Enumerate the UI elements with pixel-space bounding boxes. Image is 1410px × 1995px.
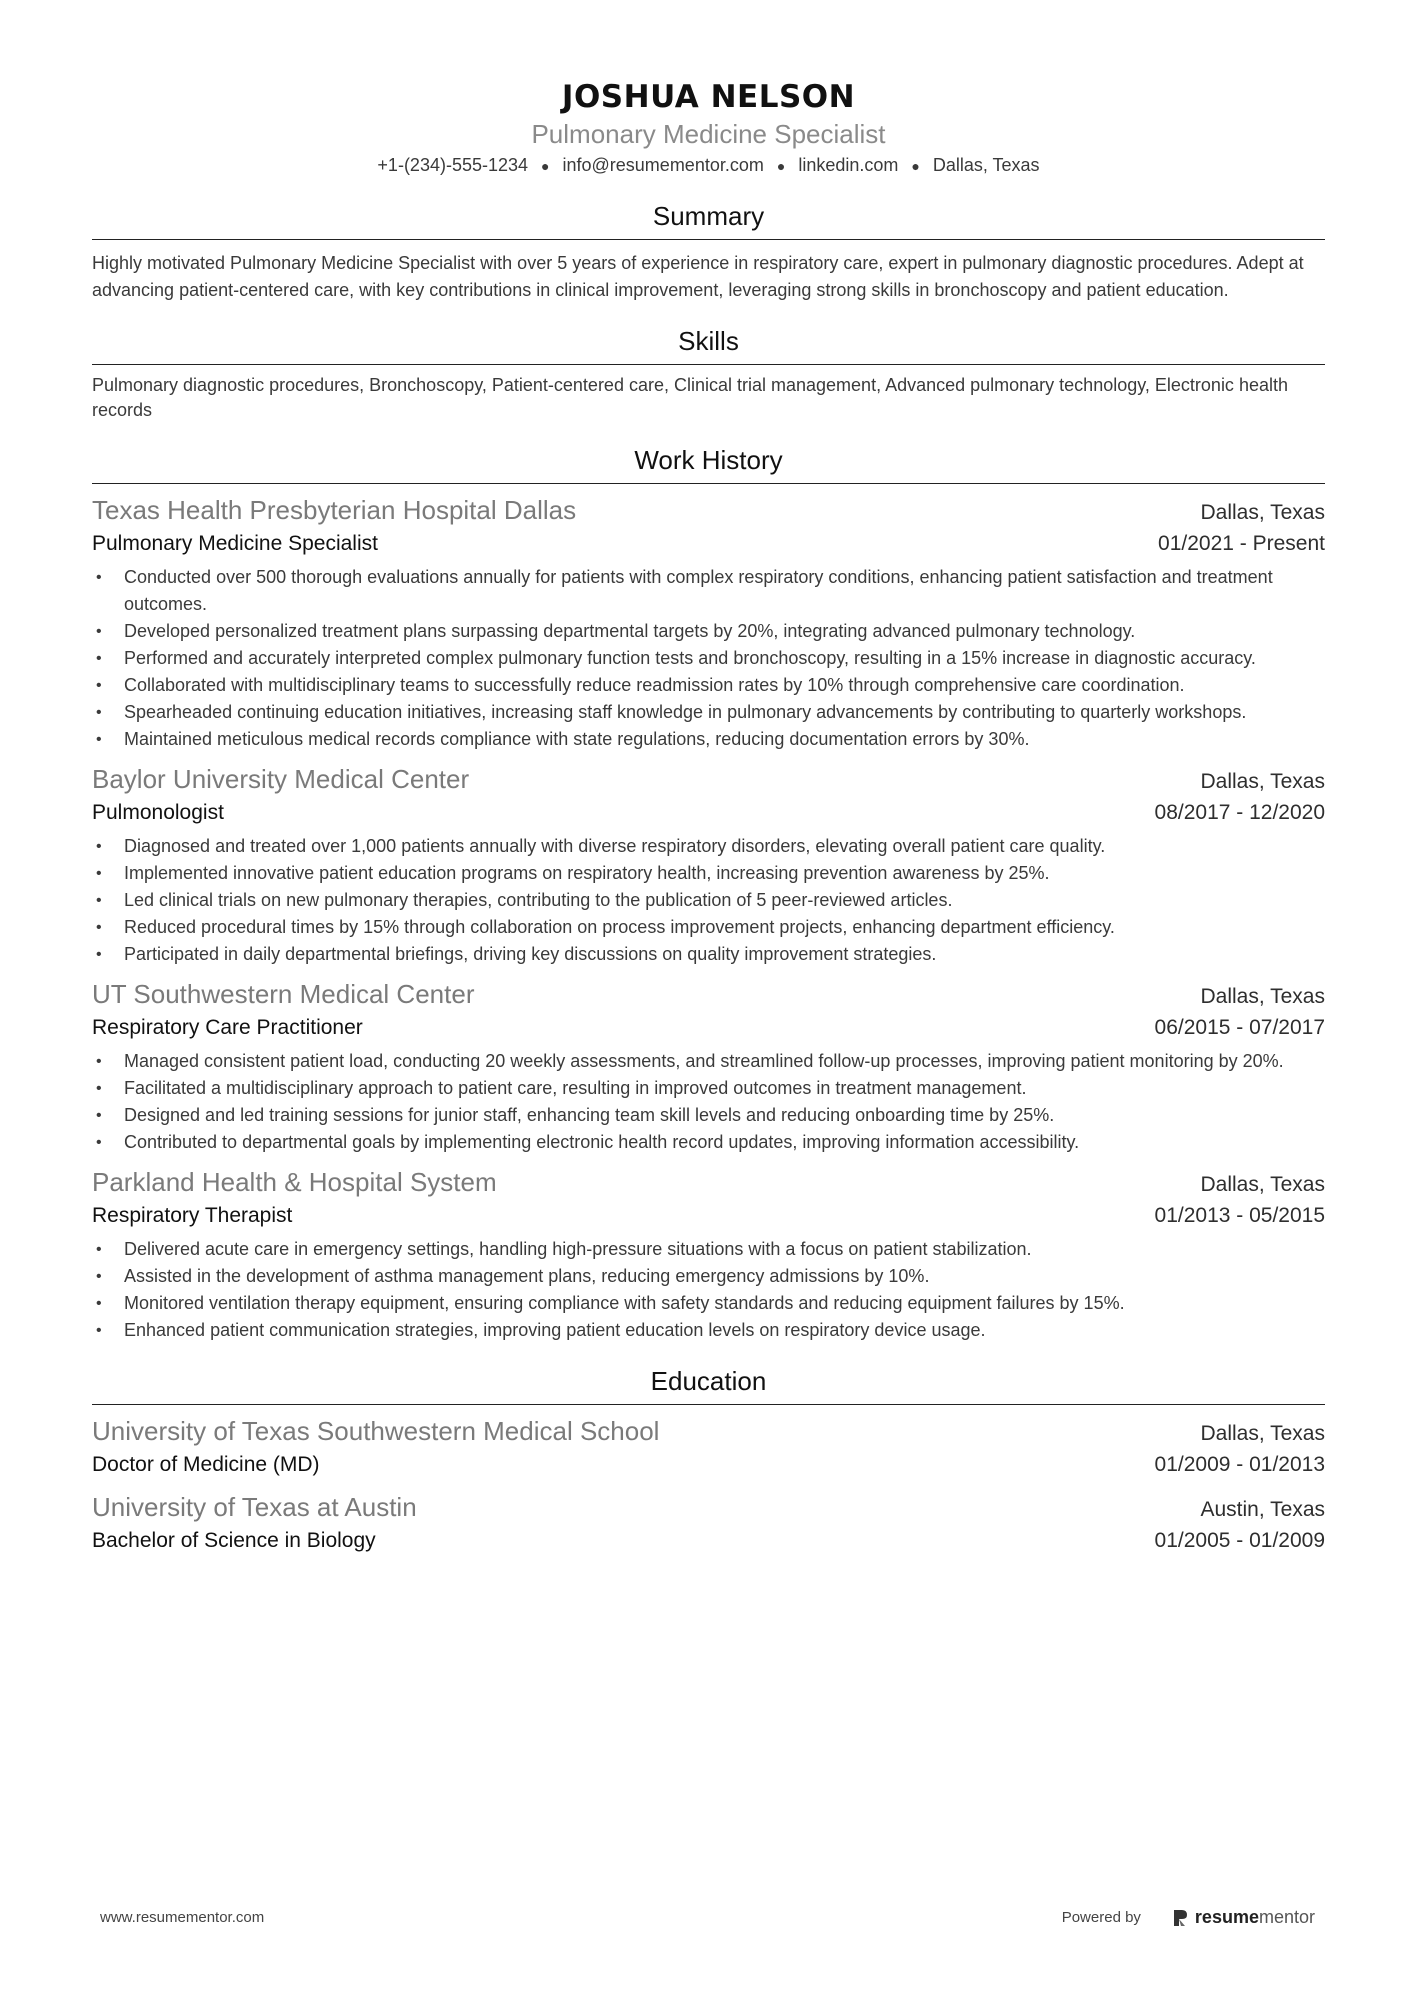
- job-entry: [92, 976, 1325, 1156]
- job-bullet: • Collaborated with multidisciplinary teams to successfully reduce readmission rates by 10% through comprehensive care coordination.: [92, 672, 1325, 699]
- summary-text: Highly motivated Pulmonary Medicine Specialist with over 5 years of experience in respiratory care, expert in pulmonary diagnostic procedures. Adept at advancing patient-centered care, with key contributions in clinical improvement, leveraging strong skills in bronchoscopy and patient education.: [92, 253, 1304, 300]
- job-bullets: [92, 1048, 1325, 1156]
- footer: [100, 1907, 1315, 1928]
- brand-name-light: mentor: [1258, 1907, 1315, 1927]
- job-role: Pulmonologist: [92, 801, 224, 824]
- education-entry: [92, 1489, 1325, 1557]
- section-title-work-history: Work History: [92, 443, 1325, 484]
- job-bullet: • Assisted in the development of asthma management plans, reducing emergency admissions by 10%.: [92, 1263, 1325, 1290]
- contact-line: [92, 152, 1325, 179]
- job-role: Pulmonary Medicine Specialist: [92, 532, 378, 555]
- brand-name-bold: resume: [1194, 1907, 1259, 1927]
- job-bullet: • Led clinical trials on new pulmonary therapies, contributing to the publication of 5 peer-reviewed articles.: [92, 887, 1325, 914]
- contact-linkedin[interactable]: linkedin.com: [798, 155, 899, 175]
- section-title-skills: Skills: [92, 324, 1325, 365]
- job-bullet: • Managed consistent patient load, conducting 20 weekly assessments, and streamlined follow-up processes, improving patient monitoring by 20%.: [92, 1048, 1325, 1075]
- powered-by-block: [1062, 1907, 1315, 1928]
- edu-dates: 01/2005 - 01/2009: [1154, 1529, 1325, 1552]
- powered-by-label: Powered by: [1061, 1909, 1141, 1926]
- job-bullet: • Delivered acute care in emergency settings, handling high-pressure situations with a focus on patient stabilization.: [92, 1236, 1325, 1263]
- job-dates: 01/2021 - Present: [1158, 532, 1325, 555]
- job-location: Dallas, Texas: [1200, 985, 1325, 1008]
- job-bullet: • Conducted over 500 thorough evaluations annually for patients with complex respiratory conditions, enhancing patient satisfaction and treatment outcomes.: [92, 564, 1325, 618]
- job-bullet: • Diagnosed and treated over 1,000 patients annually with diverse respiratory disorders, elevating overall patient care quality.: [92, 833, 1325, 860]
- edu-degree: Bachelor of Science in Biology: [92, 1529, 376, 1552]
- job-role: Respiratory Therapist: [92, 1204, 293, 1227]
- job-location: Dallas, Texas: [1200, 770, 1325, 793]
- job-location: Dallas, Texas: [1200, 501, 1325, 524]
- job-entry: [92, 492, 1325, 753]
- job-bullet: • Maintained meticulous medical records compliance with state regulations, reducing documentation errors by 30%.: [92, 726, 1325, 753]
- job-bullet: • Designed and led training sessions for junior staff, enhancing team skill levels and reducing onboarding time by 25%.: [92, 1102, 1325, 1129]
- edu-school: University of Texas Southwestern Medical School: [92, 1416, 660, 1446]
- job-dates: 01/2013 - 05/2015: [1154, 1204, 1325, 1227]
- footer-website-link[interactable]: www.resumementor.com: [100, 1909, 265, 1926]
- job-entry: [92, 1164, 1325, 1344]
- job-entry: [92, 761, 1325, 968]
- job-role: Respiratory Care Practitioner: [92, 1016, 363, 1039]
- contact-email[interactable]: info@resumementor.com: [562, 155, 764, 175]
- job-bullet: • Enhanced patient communication strategies, improving patient education levels on respiratory device usage.: [92, 1317, 1325, 1344]
- contact-phone: +1-(234)-555-1234: [377, 155, 529, 175]
- job-bullet: • Monitored ventilation therapy equipment, ensuring compliance with safety standards and reducing equipment failures by 15%.: [92, 1290, 1325, 1317]
- edu-location: Austin, Texas: [1200, 1498, 1325, 1521]
- resume-page: [92, 78, 1325, 1557]
- job-bullet: • Developed personalized treatment plans surpassing departmental targets by 20%, integrating advanced pulmonary technology.: [92, 618, 1325, 645]
- edu-school: University of Texas at Austin: [92, 1492, 417, 1522]
- job-bullet: • Spearheaded continuing education initiatives, increasing staff knowledge in pulmonary advancements by contributing to quarterly workshops.: [92, 699, 1325, 726]
- job-company: Texas Health Presbyterian Hospital Dallas: [92, 495, 577, 525]
- job-bullet: • Implemented innovative patient education programs on respiratory health, increasing prevention awareness by 25%.: [92, 860, 1325, 887]
- job-company: Parkland Health & Hospital System: [92, 1167, 497, 1197]
- job-bullet: • Reduced procedural times by 15% through collaboration on process improvement projects, enhancing department efficiency.: [92, 914, 1325, 941]
- brand-logo[interactable]: [1171, 1907, 1315, 1928]
- section-title-summary: Summary: [92, 199, 1325, 240]
- job-dates: 08/2017 - 12/2020: [1154, 801, 1325, 824]
- job-bullet: • Contributed to departmental goals by implementing electronic health record updates, improving information accessibility.: [92, 1129, 1325, 1156]
- separator-dot: ●: [541, 158, 550, 174]
- resumementor-logo-icon: [1171, 1908, 1189, 1928]
- education-entry: [92, 1413, 1325, 1481]
- job-bullets: [92, 564, 1325, 753]
- job-location: Dallas, Texas: [1200, 1173, 1325, 1196]
- job-company: UT Southwestern Medical Center: [92, 979, 475, 1009]
- candidate-name: JOSHUA NELSON: [561, 79, 856, 115]
- job-bullets: [92, 1236, 1325, 1344]
- section-title-education: Education: [92, 1364, 1325, 1405]
- job-dates: 06/2015 - 07/2017: [1154, 1016, 1325, 1039]
- separator-dot: ●: [911, 158, 920, 174]
- skills-text: Pulmonary diagnostic procedures, Bronchoscopy, Patient-centered care, Clinical trial management, Advanced pulmonary technology, Electronic health records: [92, 375, 1288, 420]
- job-company: Baylor University Medical Center: [92, 764, 470, 794]
- job-bullets: [92, 833, 1325, 968]
- edu-location: Dallas, Texas: [1200, 1422, 1325, 1445]
- candidate-title: Pulmonary Medicine Specialist: [531, 119, 886, 149]
- separator-dot: ●: [776, 158, 786, 174]
- job-bullet: • Performed and accurately interpreted complex pulmonary function tests and bronchoscopy, resulting in a 15% increase in diagnostic accuracy.: [92, 645, 1325, 672]
- job-bullet: • Facilitated a multidisciplinary approach to patient care, resulting in improved outcomes in treatment management.: [92, 1075, 1325, 1102]
- edu-dates: 01/2009 - 01/2013: [1154, 1453, 1325, 1476]
- edu-degree: Doctor of Medicine (MD): [92, 1453, 320, 1476]
- job-bullet: • Participated in daily departmental briefings, driving key discussions on quality improvement strategies.: [92, 941, 1325, 968]
- contact-location: Dallas, Texas: [932, 155, 1040, 175]
